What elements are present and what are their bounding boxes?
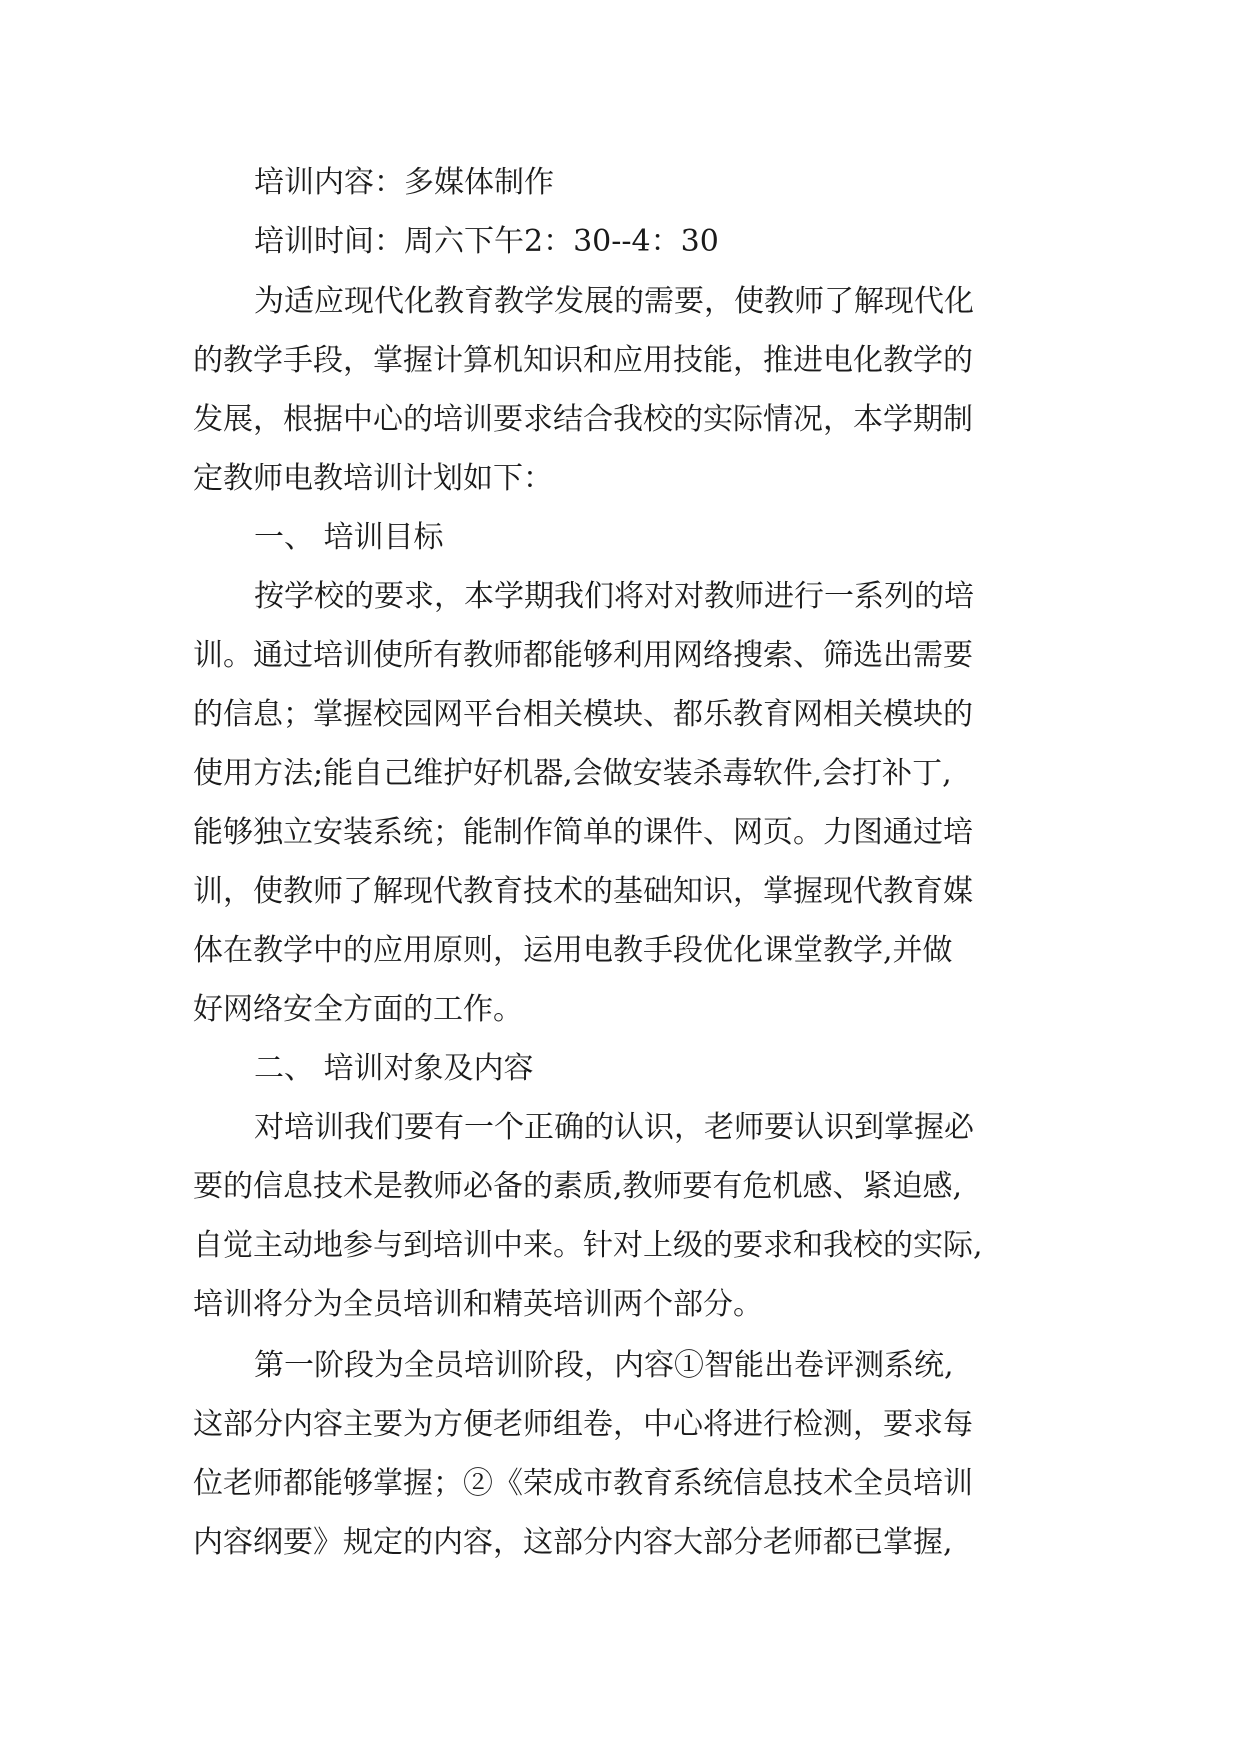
training-time-line: 培训时间：周六下午2：30--4：30 <box>254 224 719 259</box>
paragraph-line: 要的信息技术是教师必备的素质,教师要有危机感、紧迫感, <box>193 1169 963 1204</box>
paragraph-line: 这部分内容主要为方便老师组卷，中心将进行检测，要求每 <box>193 1407 973 1442</box>
section-heading-2: 二、 培训对象及内容 <box>254 1051 534 1086</box>
section-heading-1: 一、 培训目标 <box>254 520 444 555</box>
paragraph-line: 内容纲要》规定的内容，这部分内容大部分老师都已掌握, <box>193 1525 953 1560</box>
paragraph-line: 位老师都能够掌握；②《荣成市教育系统信息技术全员培训 <box>193 1466 973 1501</box>
paragraph-line: 发展，根据中心的培训要求结合我校的实际情况，本学期制 <box>193 402 973 437</box>
paragraph-line: 对培训我们要有一个正确的认识，老师要认识到掌握必 <box>254 1110 974 1145</box>
paragraph-line: 体在教学中的应用原则，运用电教手段优化课堂教学,并做 <box>193 933 953 968</box>
paragraph-line: 第一阶段为全员培训阶段，内容①智能出卷评测系统, <box>254 1348 954 1383</box>
paragraph-line: 培训将分为全员培训和精英培训两个部分。 <box>193 1287 763 1322</box>
paragraph-line: 自觉主动地参与到培训中来。针对上级的要求和我校的实际, <box>193 1228 983 1263</box>
paragraph-line: 为适应现代化教育教学发展的需要，使教师了解现代化 <box>254 284 974 319</box>
paragraph-line: 使用方法;能自己维护好机器,会做安装杀毒软件,会打补丁, <box>193 756 952 791</box>
paragraph-line: 能够独立安装系统；能制作简单的课件、网页。力图通过培 <box>193 815 973 850</box>
paragraph-line: 定教师电教培训计划如下： <box>193 461 553 496</box>
paragraph-line: 的信息；掌握校园网平台相关模块、都乐教育网相关模块的 <box>193 697 973 732</box>
paragraph-line: 训。通过培训使所有教师都能够利用网络搜索、筛选出需要 <box>193 638 973 673</box>
paragraph-line: 好网络安全方面的工作。 <box>193 992 523 1027</box>
paragraph-line: 训，使教师了解现代教育技术的基础知识，掌握现代教育媒 <box>193 874 973 909</box>
paragraph-line: 的教学手段，掌握计算机知识和应用技能，推进电化教学的 <box>193 343 973 378</box>
training-content-line: 培训内容：多媒体制作 <box>254 165 554 200</box>
paragraph-line: 按学校的要求，本学期我们将对对教师进行一系列的培 <box>254 579 974 614</box>
